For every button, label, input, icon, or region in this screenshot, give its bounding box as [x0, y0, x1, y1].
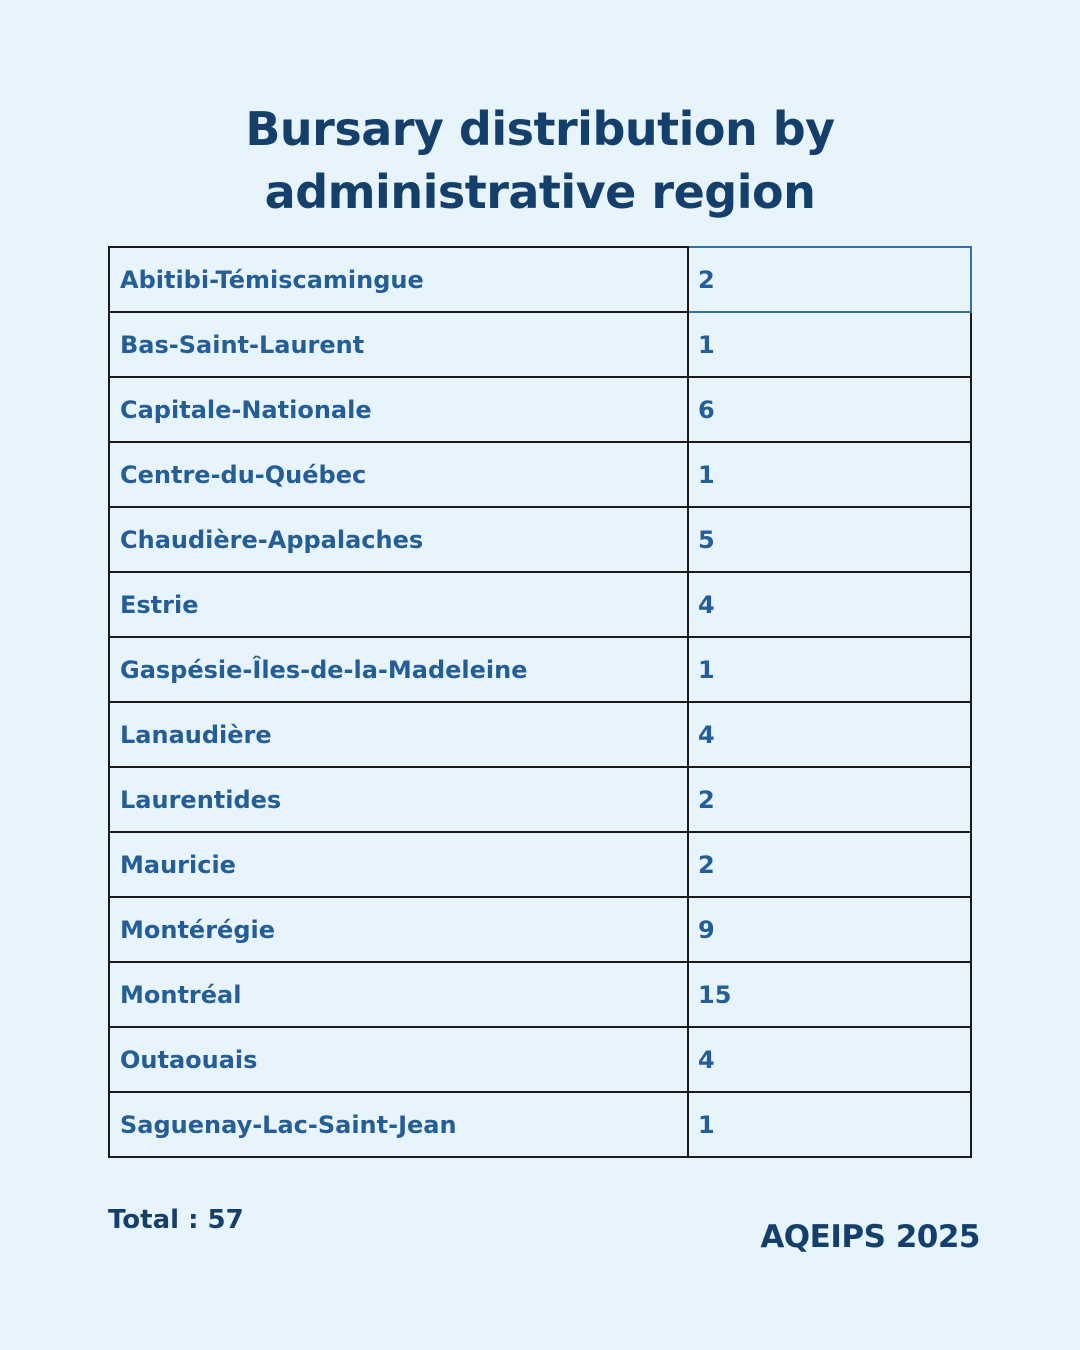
region-count: 9: [688, 897, 971, 962]
region-name: Chaudière-Appalaches: [109, 507, 688, 572]
region-name: Mauricie: [109, 832, 688, 897]
region-name: Bas-Saint-Laurent: [109, 312, 688, 377]
region-count: 1: [688, 442, 971, 507]
region-table: [108, 246, 972, 1158]
title-line-2: administrative region: [264, 165, 816, 219]
region-name: Saguenay-Lac-Saint-Jean: [109, 1092, 688, 1157]
region-name: Abitibi-Témiscamingue: [109, 247, 688, 312]
table-row: [109, 1092, 971, 1157]
region-count: 5: [688, 507, 971, 572]
region-count: 4: [688, 702, 971, 767]
table-row: [109, 897, 971, 962]
region-count: 15: [688, 962, 971, 1027]
region-count: 2: [688, 247, 971, 312]
region-count: 1: [688, 1092, 971, 1157]
table-row: [109, 572, 971, 637]
region-name: Centre-du-Québec: [109, 442, 688, 507]
region-count: 4: [688, 1027, 971, 1092]
title-line-1: Bursary distribution by: [245, 102, 835, 156]
table-row: [109, 442, 971, 507]
organization-year-label: AQEIPS 2025: [760, 1219, 980, 1255]
table-row: [109, 702, 971, 767]
region-name: Capitale-Nationale: [109, 377, 688, 442]
region-count: 6: [688, 377, 971, 442]
table-row: [109, 637, 971, 702]
table-row: [109, 507, 971, 572]
region-name: Estrie: [109, 572, 688, 637]
region-name: Outaouais: [109, 1027, 688, 1092]
table-row: [109, 247, 971, 312]
region-name: Montérégie: [109, 897, 688, 962]
table-row: [109, 962, 971, 1027]
region-name: Montréal: [109, 962, 688, 1027]
page-title: [0, 98, 1080, 224]
total-count: Total : 57: [108, 1205, 244, 1235]
region-count: 1: [688, 312, 971, 377]
region-name: Gaspésie-Îles-de-la-Madeleine: [109, 637, 688, 702]
table-row: [109, 832, 971, 897]
table-row: [109, 1027, 971, 1092]
region-count: 2: [688, 832, 971, 897]
table-row: [109, 312, 971, 377]
table-row: [109, 377, 971, 442]
region-count: 1: [688, 637, 971, 702]
region-count: 2: [688, 767, 971, 832]
region-name: Laurentides: [109, 767, 688, 832]
region-count: 4: [688, 572, 971, 637]
region-name: Lanaudière: [109, 702, 688, 767]
table-row: [109, 767, 971, 832]
